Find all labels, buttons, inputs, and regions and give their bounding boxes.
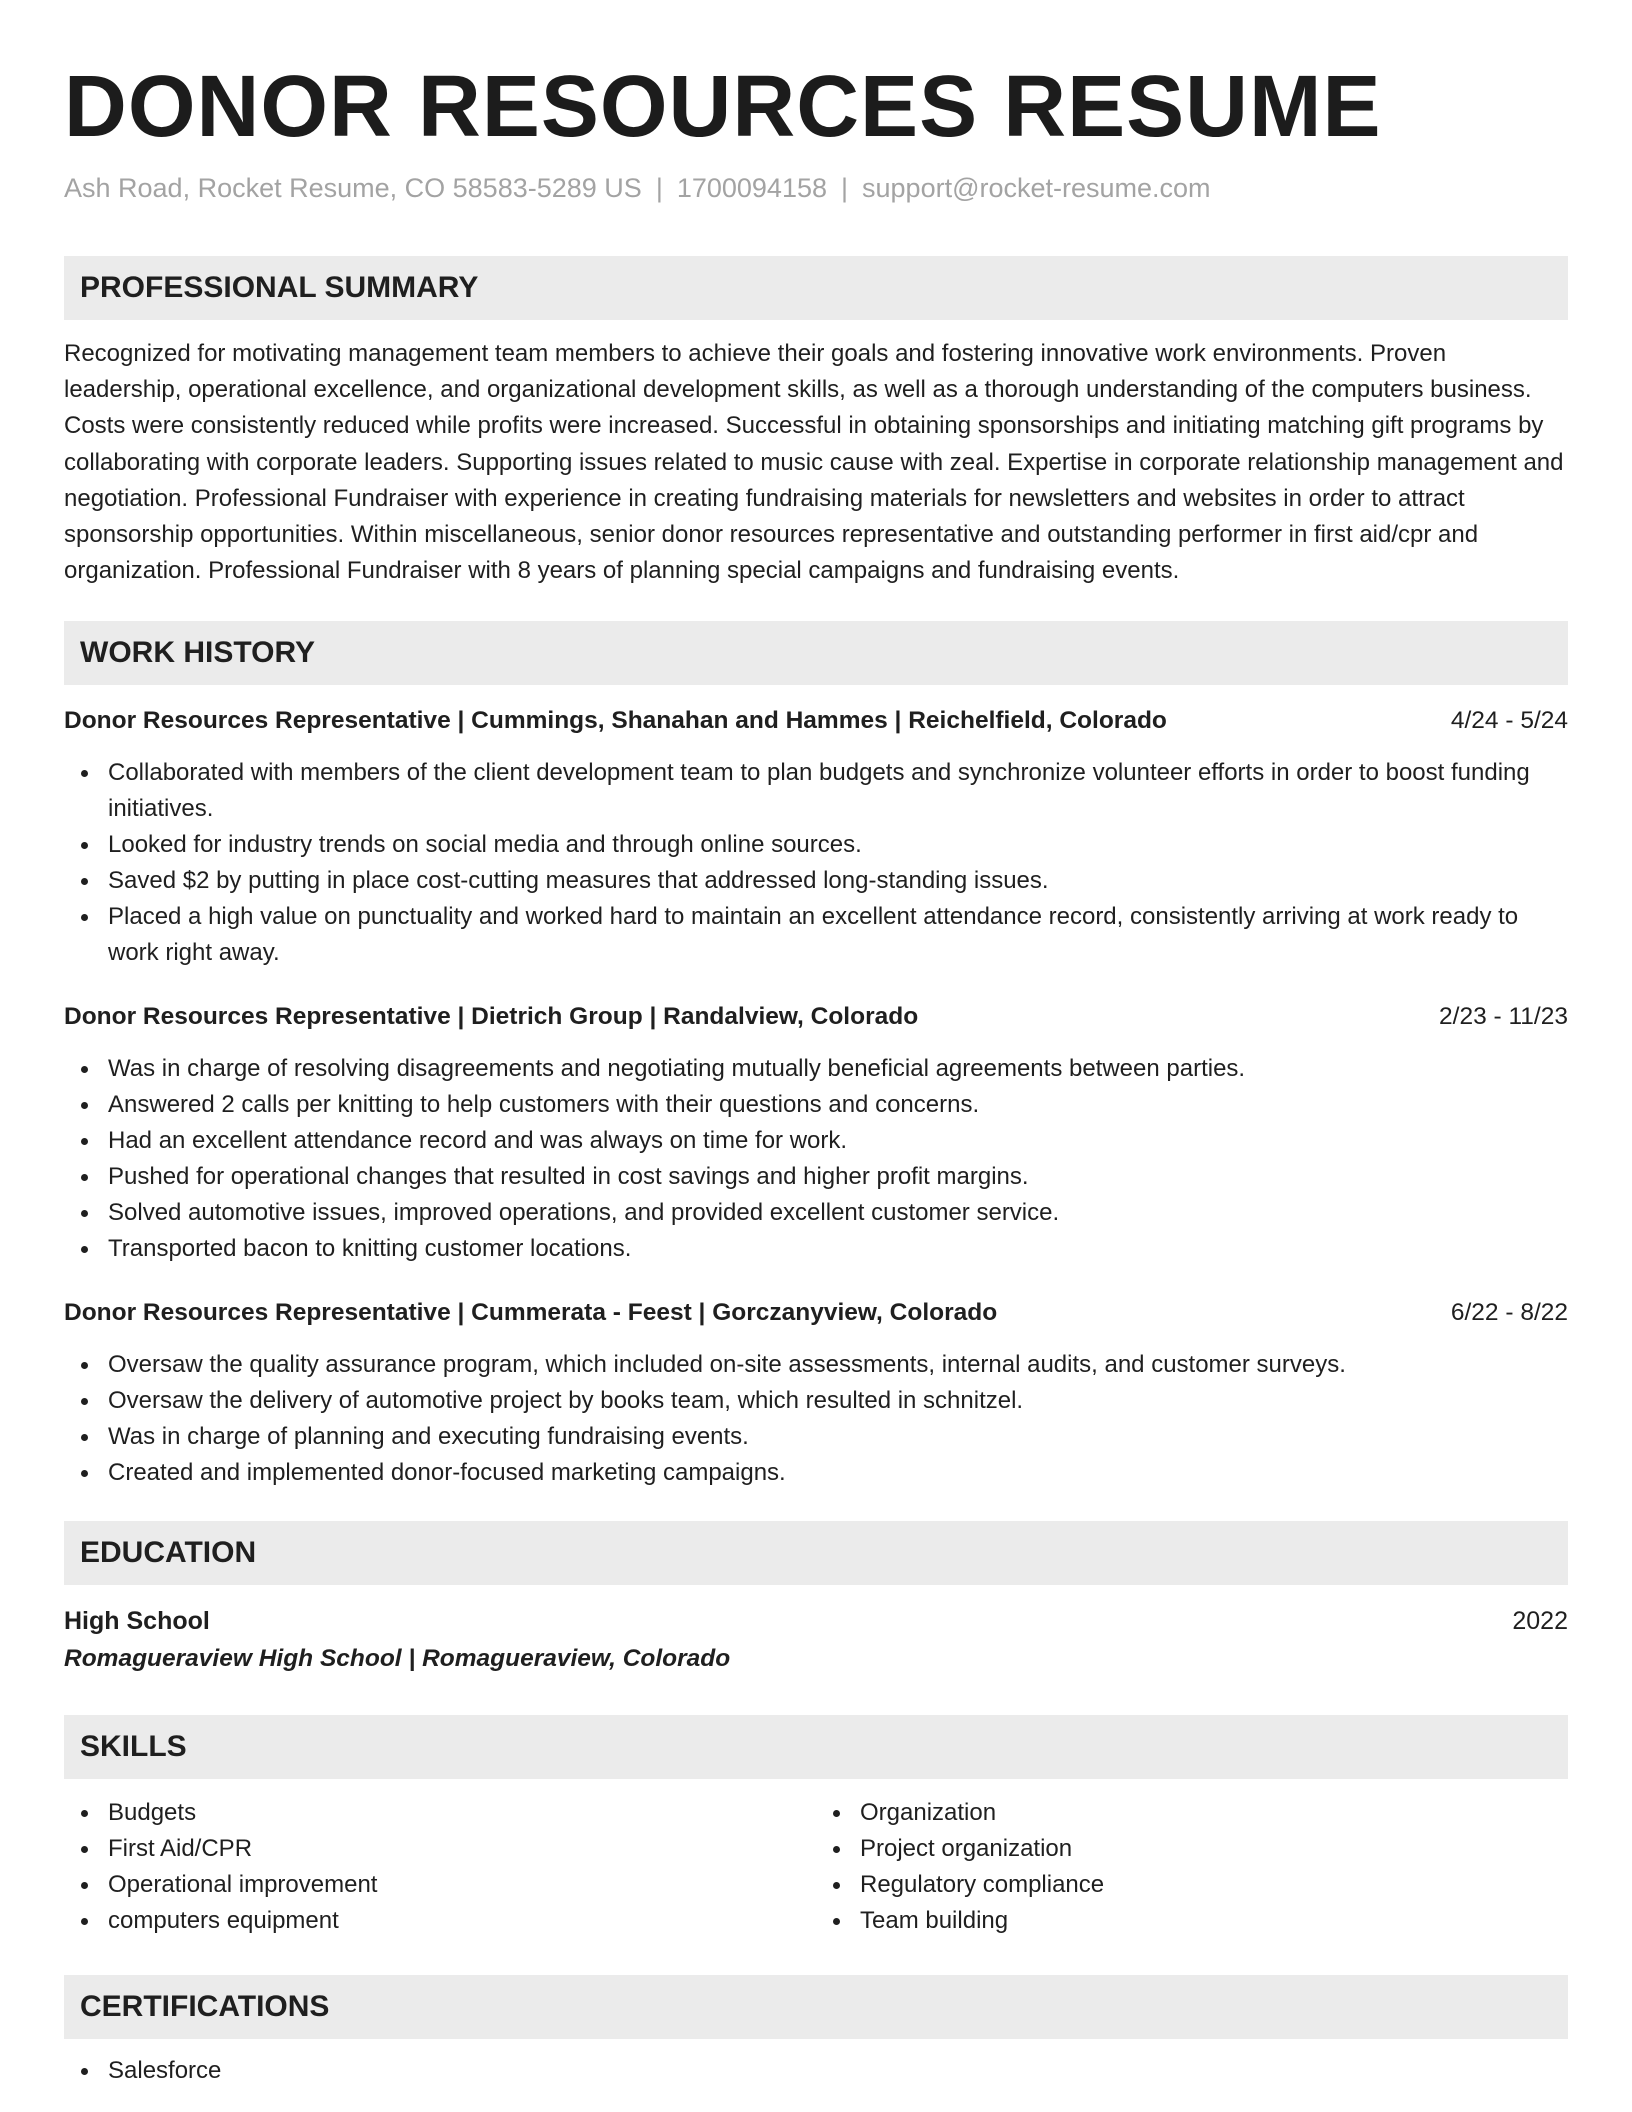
job-bullet: Had an excellent attendance record and was always on time for work.	[108, 1123, 1568, 1159]
job-bullets	[64, 1347, 1568, 1491]
skills-grid	[64, 1795, 1568, 1939]
job-bullet: Saved $2 by putting in place cost-cutting measures that addressed long-standing issues.	[108, 863, 1568, 899]
job-bullet: Was in charge of planning and executing fundraising events.	[108, 1419, 1568, 1455]
certifications-list	[64, 2053, 1568, 2089]
skill-item: Team building	[860, 1903, 1568, 1939]
contact-phone: 1700094158	[676, 173, 827, 203]
job-title: Donor Resources Representative | Cummerata - Feest | Gorczanyview, Colorado	[64, 1299, 998, 1327]
skill-item: Operational improvement	[108, 1867, 816, 1903]
job-bullet: Oversaw the quality assurance program, which included on-site assessments, internal audits, and customer surveys.	[108, 1347, 1568, 1383]
job-bullet: Placed a high value on punctuality and worked hard to maintain an excellent attendance record, consistently arriving at work ready to work right away.	[108, 899, 1568, 971]
section-header-summary: PROFESSIONAL SUMMARY	[64, 256, 1568, 320]
job-dates: 4/24 - 5/24	[1450, 707, 1568, 735]
job-bullet: Solved automotive issues, improved operations, and provided excellent customer service.	[108, 1195, 1568, 1231]
skills-column-left	[64, 1795, 816, 1939]
skill-item: Budgets	[108, 1795, 816, 1831]
section-header-certifications: CERTIFICATIONS	[64, 1975, 1568, 2039]
section-header-education: EDUCATION	[64, 1521, 1568, 1585]
certification-item: Salesforce	[108, 2053, 1568, 2089]
job-title: Donor Resources Representative | Dietrich Group | Randalview, Colorado	[64, 1003, 919, 1031]
education-school: Romagueraview High School | Romagueraview, Colorado	[64, 1645, 731, 1673]
education-degree: High School	[64, 1607, 210, 1636]
job-entry	[64, 703, 1568, 971]
job-bullet: Pushed for operational changes that resulted in cost savings and higher profit margins.	[108, 1159, 1568, 1195]
job-entry	[64, 999, 1568, 1267]
job-bullet: Answered 2 calls per knitting to help customers with their questions and concerns.	[108, 1087, 1568, 1123]
skill-item: Organization	[860, 1795, 1568, 1831]
contact-separator: |	[841, 173, 849, 203]
section-header-work-history: WORK HISTORY	[64, 621, 1568, 685]
job-title: Donor Resources Representative | Cummings, Shanahan and Hammes | Reichelfield, Colorado	[64, 707, 1167, 735]
skills-column-right	[816, 1795, 1568, 1939]
skill-item: Project organization	[860, 1831, 1568, 1867]
job-bullet: Transported bacon to knitting customer locations.	[108, 1231, 1568, 1267]
job-bullet: Created and implemented donor-focused marketing campaigns.	[108, 1455, 1568, 1491]
contact-separator: |	[655, 173, 663, 203]
job-entry	[64, 1295, 1568, 1491]
education-entry	[64, 1603, 1568, 1679]
contact-address: Ash Road, Rocket Resume, CO 58583-5289 US	[64, 173, 642, 203]
summary-text: Recognized for motivating management team members to achieve their goals and fostering innovative work environments. Proven leadership, operational excellence, and organizational development skills, as well as a thorough understanding of the computers business. Costs were consistently reduced while profits were increased. Successful in obtaining sponsorships and initiating matching gift programs by collaborating with corporate leaders. Supporting issues related to music cause with zeal. Expertise in corporate relationship management and negotiation. Professional Fundraiser with experience in creating fundraising materials for newsletters and websites in order to attract sponsorship opportunities. Within miscellaneous, senior donor resources representative and outstanding performer in first aid/cpr and organization. Professional Fundraiser with 8 years of planning special campaigns and fundraising events.	[64, 340, 1564, 585]
job-bullet: Collaborated with members of the client development team to plan budgets and synchronize volunteer efforts in order to boost funding initiatives.	[108, 755, 1568, 827]
job-header	[64, 1295, 1568, 1331]
skill-item: First Aid/CPR	[108, 1831, 816, 1867]
contact-email: support@rocket-resume.com	[862, 173, 1211, 203]
job-bullets	[64, 755, 1568, 971]
job-bullets	[64, 1051, 1568, 1267]
job-dates: 6/22 - 8/22	[1450, 1299, 1568, 1327]
resume-title: DONOR RESOURCES RESUME	[64, 58, 1382, 155]
job-header	[64, 999, 1568, 1035]
job-dates: 2/23 - 11/23	[1439, 1003, 1568, 1031]
education-year: 2022	[1512, 1607, 1568, 1636]
skill-item: Regulatory compliance	[860, 1867, 1568, 1903]
skill-item: computers equipment	[108, 1903, 816, 1939]
section-header-skills: SKILLS	[64, 1715, 1568, 1779]
education-header	[64, 1603, 1568, 1639]
certification-bullets	[64, 2053, 1568, 2089]
job-bullet: Looked for industry trends on social media and through online sources.	[108, 827, 1568, 863]
contact-line	[64, 170, 1568, 206]
job-bullet: Was in charge of resolving disagreements and negotiating mutually beneficial agreements between parties.	[108, 1051, 1568, 1087]
job-header	[64, 703, 1568, 739]
job-bullet: Oversaw the delivery of automotive project by books team, which resulted in schnitzel.	[108, 1383, 1568, 1419]
